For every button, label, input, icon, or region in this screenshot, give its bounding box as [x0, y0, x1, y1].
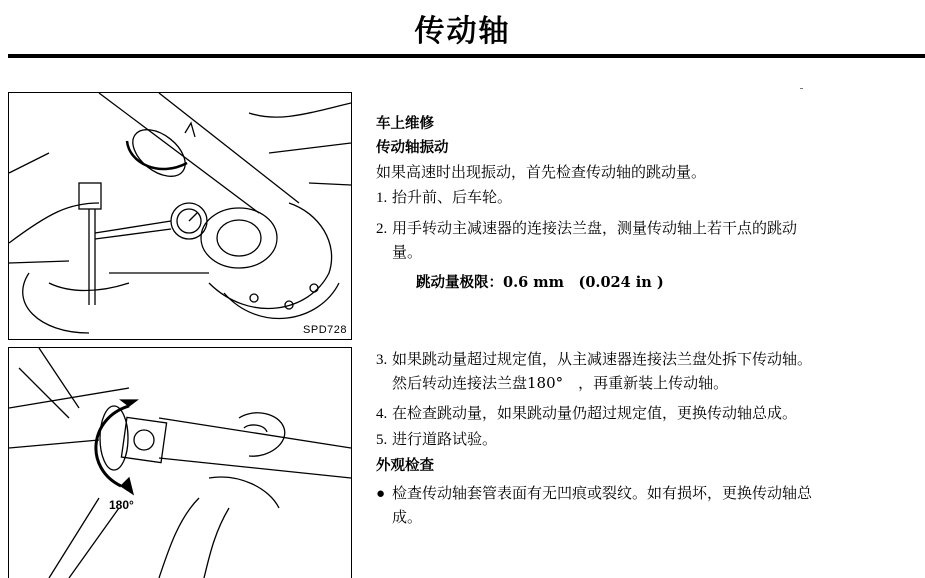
- speck: [800, 88, 803, 89]
- title-rule: [8, 54, 925, 58]
- step-text-cont: 然后转动连接法兰盘180° ，再重新装上传动轴。: [392, 374, 729, 392]
- bullet-text: 检查传动轴套管表面有无凹痕或裂纹。如有损坏，更换传动轴总: [392, 484, 813, 502]
- step-text: 抬升前、后车轮。: [392, 188, 513, 206]
- subsection-heading-vibration: 传动轴振动: [376, 140, 449, 156]
- step-number: 1.: [376, 190, 388, 206]
- step-text: 用手转动主减速器的连接法兰盘，测量传动轴上若干点的跳动: [392, 219, 798, 237]
- rotation-angle-label: 180°: [109, 498, 134, 512]
- step-number: 5.: [376, 432, 388, 448]
- page-title: 传动轴: [414, 14, 511, 49]
- step-number: 2.: [376, 221, 388, 237]
- step-3: [376, 348, 916, 395]
- section-heading-onvehicle: 车上维修: [376, 116, 434, 132]
- section-heading-visual: 外观检查: [376, 458, 434, 474]
- step-text-cont: 量。: [392, 243, 423, 261]
- step-number: 3.: [376, 352, 388, 368]
- figure-runout-measurement: [8, 92, 352, 340]
- bullet-text-cont: 成。: [392, 508, 423, 526]
- step-text: 如果跳动量超过规定值，从主减速器连接法兰盘处拆下传动轴。: [392, 350, 813, 368]
- step-5: [376, 428, 916, 452]
- step-text: 在检查跳动量，如果跳动量仍超过规定值，更换传动轴总成。: [392, 404, 798, 422]
- figure-code: SPD728: [303, 324, 347, 336]
- illustration-flange-rotate: [9, 348, 351, 578]
- illustration-dial-indicator: [9, 93, 351, 339]
- figure-flange-rotation: [8, 347, 352, 578]
- step-1: [376, 186, 916, 210]
- step-number: 4.: [376, 406, 388, 422]
- bullet-icon: ●: [376, 486, 386, 502]
- step-text: 进行道路试验。: [392, 430, 498, 448]
- step-4: [376, 402, 916, 426]
- intro-paragraph: 如果高速时出现振动，首先检查传动轴的跳动量。: [376, 163, 707, 181]
- bullet-item: [376, 482, 916, 529]
- step-2: [376, 217, 916, 264]
- runout-limit-spec: 跳动量极限：0.6 mm (0.024 in ): [416, 274, 664, 291]
